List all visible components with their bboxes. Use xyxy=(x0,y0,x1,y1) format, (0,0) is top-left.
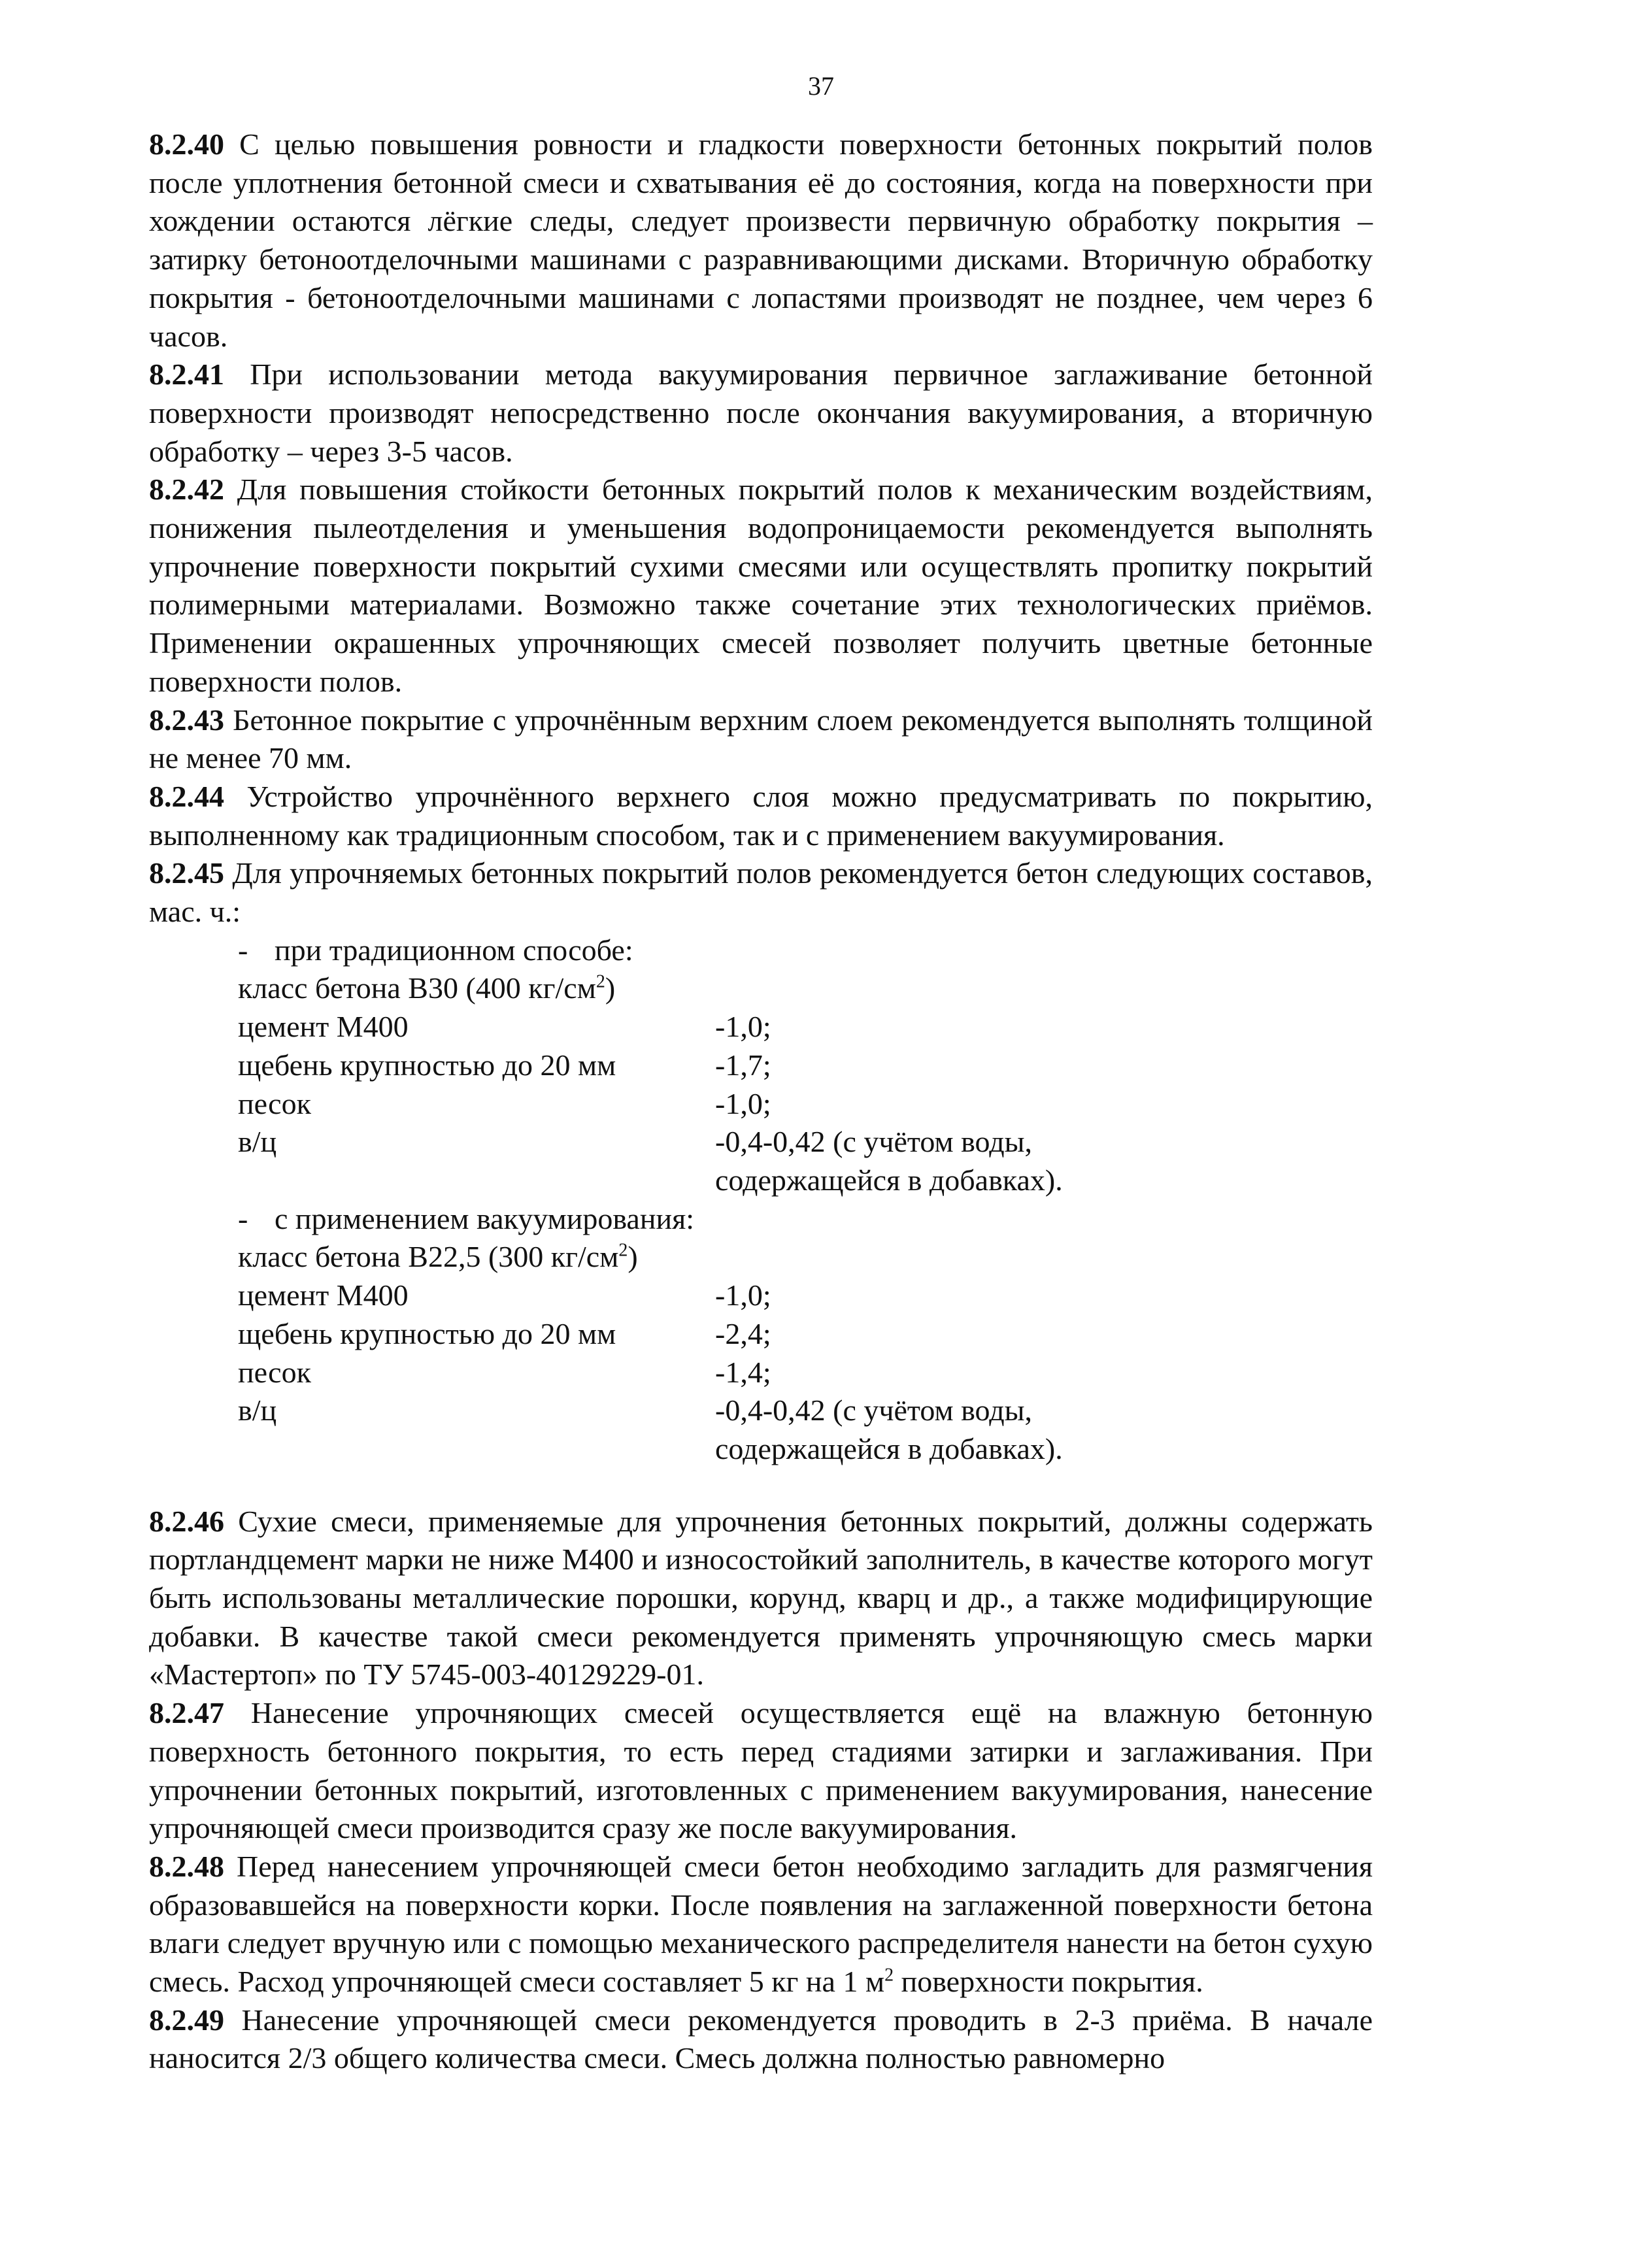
clause-text: Нанесение упрочняющей смеси рекомендуется проводить в 2-3 приёма. В начале наносится 2/3 общего количества смеси. Смесь должна полностью равномерно xyxy=(149,2003,1373,2075)
clause-8-2-48 xyxy=(149,1848,1373,2001)
clause-number: 8.2.46 xyxy=(149,1504,224,1538)
page-number: 37 xyxy=(808,71,834,101)
mix-row xyxy=(238,1046,1373,1085)
mix-row xyxy=(238,1276,1373,1315)
clause-text: С целью повышения ровности и гладкости поверхности бетонных покрытий полов после уплотнения бетонной смеси и схватывания её до состояния, когда на поверхности при хождении остаются лёгкие следы, следует произвести первичную обработку покрытия – затирку бетоноотделочными машинами с разравнивающими дисками. Вторичную обработку покрытия - бетоноотделочными машинами с лопастями производят не позднее, чем через 6 часов. xyxy=(149,127,1373,353)
component-value xyxy=(715,1123,1063,1199)
component-value: -2,4; xyxy=(715,1316,771,1350)
concrete-class-text: класс бетона В22,5 (300 кг/см xyxy=(238,1240,619,1274)
component-value xyxy=(715,1392,1063,1468)
mix-row-water-cement xyxy=(238,1123,1373,1199)
mix-row xyxy=(238,1315,1373,1354)
clause-text: Для повышения стойкости бетонных покрытий полов к механическим воздействиям, понижения пылеотделения и уменьшения водопроницаемости рекомендуется выполнять упрочнение поверхности покрытий сухими смесями или осуществлять пропитку покрытий полимерными материалами. Возможно также сочетание этих технологических приёмов. Применении окрашенных упрочняющих смесей позволяет получить цветные бетонные поверхности полов. xyxy=(149,473,1373,698)
component-value: -1,4; xyxy=(715,1355,771,1389)
clause-8-2-47 xyxy=(149,1694,1373,1848)
mix-row xyxy=(238,1008,1373,1046)
concrete-class xyxy=(238,1238,1373,1276)
mix-heading-text: с применением вакуумирования: xyxy=(275,1201,695,1235)
mix-heading-text: при традиционном способе: xyxy=(275,933,633,967)
component-name: щебень крупностью до 20 мм xyxy=(238,1048,616,1082)
concrete-class-end: ) xyxy=(628,1240,638,1274)
clause-number: 8.2.49 xyxy=(149,2003,224,2037)
clause-8-2-46 xyxy=(149,1503,1373,1695)
value-line: содержащейся в добавках). xyxy=(715,1163,1063,1197)
clause-text: Бетонное покрытие с упрочнённым верхним слоем рекомендуется выполнять толщиной не менее 70 мм. xyxy=(149,703,1373,775)
component-name: щебень крупностью до 20 мм xyxy=(238,1316,616,1350)
clause-number: 8.2.43 xyxy=(149,703,224,737)
document-body xyxy=(149,125,1373,2078)
clause-8-2-44 xyxy=(149,778,1373,854)
list-dash: - xyxy=(238,933,248,967)
component-value: -1,0; xyxy=(715,1086,771,1120)
concrete-class-end: ) xyxy=(605,971,616,1005)
component-name: цемент М400 xyxy=(238,1010,409,1044)
clause-text: Перед нанесением упрочняющей смеси бетон необходимо загладить для размягчения образовавшейся на поверхности корки. После появления на заглаженной поверхности бетона влаги следует вручную или с помощью механического распределителя нанести на бетон сухую смесь. Расход упрочняющей смеси составляет 5 кг на 1 м xyxy=(149,1849,1373,1999)
mix-heading xyxy=(238,931,1373,970)
clause-number: 8.2.40 xyxy=(149,127,224,161)
clause-number: 8.2.41 xyxy=(149,358,224,392)
component-value: -1,0; xyxy=(715,1010,771,1044)
mix-heading xyxy=(238,1200,1373,1239)
clause-text: При использовании метода вакуумирования первичное заглаживание бетонной поверхности производят непосредственно после окончания вакуумирования, а вторичную обработку – через 3-5 часов. xyxy=(149,358,1373,468)
mix-row-water-cement xyxy=(238,1392,1373,1468)
clause-8-2-49 xyxy=(149,2001,1373,2078)
value-line: -0,4-0,42 (с учётом воды, xyxy=(715,1393,1033,1427)
concrete-class-text: класс бетона В30 (400 кг/см xyxy=(238,971,596,1005)
list-dash: - xyxy=(238,1201,248,1235)
section-gap xyxy=(149,1469,1373,1503)
clause-8-2-45 xyxy=(149,854,1373,931)
component-name: в/ц xyxy=(238,1125,277,1159)
concrete-class xyxy=(238,969,1373,1008)
clause-number: 8.2.44 xyxy=(149,779,224,813)
superscript: 2 xyxy=(884,1965,894,1986)
component-name: песок xyxy=(238,1086,311,1120)
clause-8-2-40 xyxy=(149,125,1373,356)
superscript: 2 xyxy=(618,1241,628,1261)
component-name: в/ц xyxy=(238,1393,277,1427)
clause-text: Устройство упрочнённого верхнего слоя можно предусматривать по покрытию, выполненному как традиционным способом, так и с применением вакуумирования. xyxy=(149,779,1373,852)
mix-row xyxy=(238,1085,1373,1124)
mix-row xyxy=(238,1354,1373,1392)
component-value: -1,0; xyxy=(715,1278,771,1312)
clause-text-end: поверхности покрытия. xyxy=(894,1965,1203,1999)
superscript: 2 xyxy=(595,972,605,993)
clause-8-2-42 xyxy=(149,471,1373,701)
clause-8-2-43 xyxy=(149,701,1373,778)
clause-8-2-41 xyxy=(149,356,1373,471)
value-line: -0,4-0,42 (с учётом воды, xyxy=(715,1125,1033,1159)
clause-text: Для упрочняемых бетонных покрытий полов рекомендуется бетон следующих составов, мас. ч.: xyxy=(149,856,1373,929)
value-line: содержащейся в добавках). xyxy=(715,1431,1063,1465)
component-name: песок xyxy=(238,1355,311,1389)
clause-number: 8.2.47 xyxy=(149,1696,224,1730)
clause-text: Нанесение упрочняющих смесей осуществляется ещё на влажную бетонную поверхность бетонного покрытия, то есть перед стадиями затирки и заглаживания. При упрочнении бетонных покрытий, изготовленных с применением вакуумирования, нанесение упрочняющей смеси производится сразу же после вакуумирования. xyxy=(149,1696,1373,1845)
clause-text: Сухие смеси, применяемые для упрочнения бетонных покрытий, должны содержать портландцемент марки не ниже М400 и износостойкий заполнитель, в качестве которого могут быть использованы металлические порошки, корунд, кварц и др., а также модифицирующие добавки. В качестве такой смеси рекомендуется применять упрочняющую смесь марки «Мастертоп» по ТУ 5745-003-40129229-01. xyxy=(149,1504,1373,1692)
component-value: -1,7; xyxy=(715,1048,771,1082)
mix-traditional-list xyxy=(238,931,1373,1469)
clause-number: 8.2.48 xyxy=(149,1849,224,1883)
component-name: цемент М400 xyxy=(238,1278,409,1312)
clause-number: 8.2.45 xyxy=(149,856,224,890)
clause-number: 8.2.42 xyxy=(149,473,224,507)
